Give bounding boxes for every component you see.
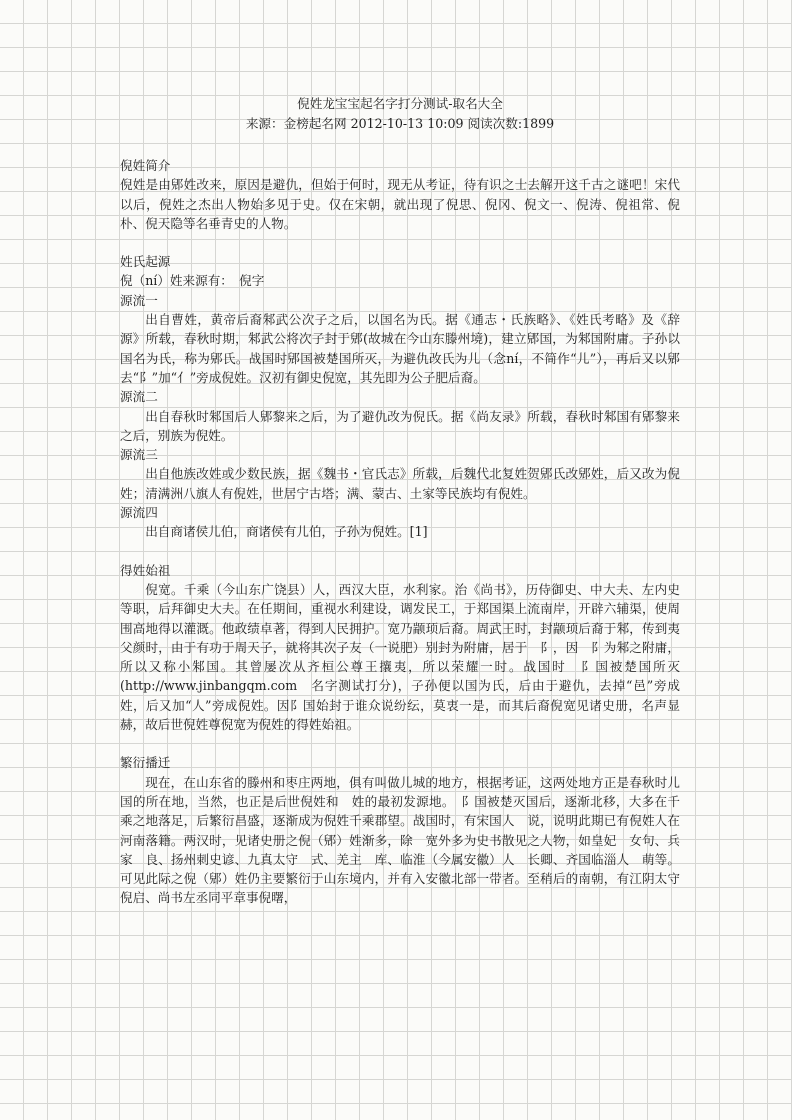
intro-paragraph: 倪姓是由郳姓改来，原因是避仇，但始于何时，现无从考证，待有识之士去解开这千古之谜吧！宋代以后，倪姓之杰出人物始多见于史。仅在宋朝，就出现了倪思、倪冈、倪文一、倪涛、倪祖常、倪朴、倪天隐等名垂青史的人物。 <box>120 177 680 231</box>
source-label: 源流四 <box>120 505 158 521</box>
source-paragraph: 出自商诸侯儿伯，商诸侯有儿伯，子孙为倪姓。[1] <box>145 524 428 540</box>
migration-paragraph: 现在，在山东省的滕州和枣庄两地，俱有叫做儿城的地方，根据考证，这两处地方正是春秋时儿国的所在地，当然，也正是后世倪姓和 姓的最初发源地。 阝国被楚灭国后，逐渐北移，大多在千乘之地落足，后繁衍昌盛，逐渐成为倪姓千乘郡望。战国时，有宋国人 说，说明此期已有倪姓人在河南落籍。两汉时，见诸史册之倪（郳）姓渐多，除 宽外多为史书散见之人物，如皇妃 女句、兵家 良、扬州刺史谚、九真太守 式、羌主 库、临淮（今属安徽）人 长卿、齐国临淄人 萌等。可见此际之倪（郳）姓仍主要繁衍于山东境内，并有入安徽北部一带者。至稍后的南朝，有江阴太守倪启、尚书左丞同平章事倪曙， <box>120 774 680 906</box>
origin-section <box>120 252 680 541</box>
source-paragraph: 出自他族改姓或少数民族，据《魏书・官氏志》所载，后魏代北复姓贺郳氏改郳姓，后又改为倪姓；清满洲八旗人有倪姓，世居宁古塔；满、蒙古、土家等民族均有倪姓。 <box>120 466 680 501</box>
source-label: 源流一 <box>120 292 158 308</box>
intro-section <box>120 156 680 233</box>
migration-section <box>120 753 680 907</box>
ancestor-section <box>120 561 693 735</box>
migration-heading: 繁衍播迁 <box>120 755 171 771</box>
article-meta: 来源：金榜起名网 2012-10-13 10:09 阅读次数:1899 <box>245 116 555 131</box>
source-label: 源流二 <box>120 389 158 405</box>
article-body <box>120 94 693 908</box>
source-paragraph: 出自曹姓，黄帝后裔邾武公次子之后，以国名为氏。据《通志・氏族略》、《姓氏考略》及《辞源》所载，春秋时期，邾武公将次子封于郳(故城在今山东滕州境)，建立郳国，为邾国附庸。子孙以国名为氏，称为郳氏。战国时郳国被楚国所灭，为避仇改氏为儿（念ní，不简作“儿”），再后又以郳去“阝”加“亻”旁成倪姓。汉初有御史倪宽，其先即为公子肥后裔。 <box>120 312 680 385</box>
origin-heading: 姓氏起源 <box>120 254 171 270</box>
source-label: 源流三 <box>120 447 158 463</box>
ancestor-heading: 得姓始祖 <box>120 562 171 578</box>
origin-intro-line: 倪（ní）姓来源有： 倪字 <box>120 273 265 289</box>
ancestor-paragraph: 倪宽。千乘（今山东广饶县）人，西汉大臣，水利家。治《尚书》，历侍御史、中大夫、左内史等职，后拜御史大夫。在任期间，重视水利建设，调发民工，于郑国渠上流南岸，开辟六辅渠，使周围高地得以灌溉。他政绩卓著，得到人民拥护。宽乃颛顼后裔。周武王时，封颛顼后裔于邾，传到夷父颜时，由于有功于周天子，就将其次子友（一说肥）别封为附庸，居于 阝，因 阝为邾之附庸，所以又称小邾国。其曾屡次从齐桓公尊王攘夷，所以荣耀一时。战国时 阝国被楚国所灭(http://www.jinbangqm.com 名字测试打分)，子孙便以国为氏，后由于避仇，去掉“邑”旁成 姓，后又加“人”旁成倪姓。因阝国始封于谁众说纷纭，莫衷一是，而其后裔倪宽见诸史册，名声显赫，故后世倪姓尊倪宽为倪姓的得姓始祖。 <box>120 581 693 733</box>
article-title: 倪姓龙宝宝起名字打分测试-取名大全 <box>297 96 503 111</box>
source-paragraph: 出自春秋时邾国后人郳黎来之后，为了避仇改为倪氏。据《尚友录》所载，春秋时邾国有郳黎来之后，别族为倪姓。 <box>120 408 680 443</box>
intro-heading: 倪姓简介 <box>120 158 171 173</box>
